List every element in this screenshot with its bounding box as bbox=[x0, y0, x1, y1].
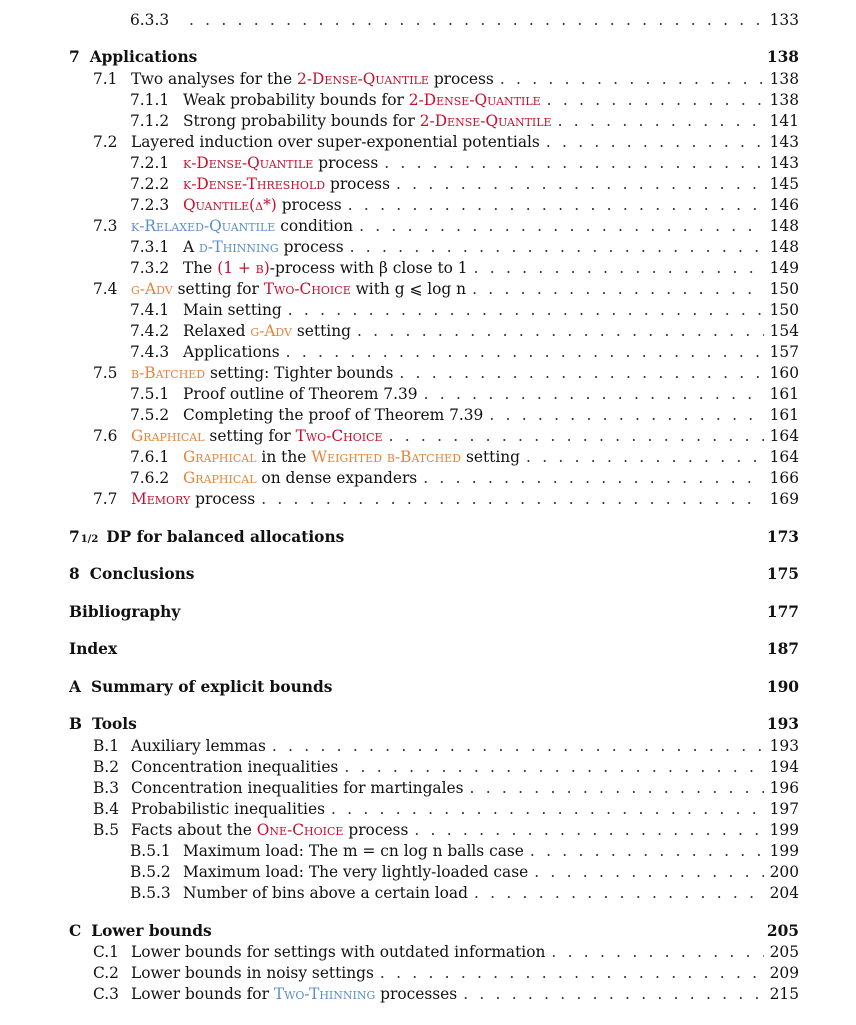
section-number: 7.7 bbox=[93, 490, 118, 508]
dot-leader bbox=[286, 341, 764, 363]
dot-leader bbox=[526, 446, 764, 468]
section-title bbox=[131, 962, 374, 984]
section-number: B.1 bbox=[93, 737, 119, 755]
page-number: 148 bbox=[769, 238, 799, 256]
page-number: 187 bbox=[766, 640, 799, 658]
chapter-number: C bbox=[69, 922, 82, 940]
process-name: Graphical bbox=[131, 427, 205, 445]
section-title-text: Maximum load: The m = cn log n balls case bbox=[183, 842, 524, 860]
section-title-text: Auxiliary lemmas bbox=[131, 737, 266, 755]
section-number: 7.5.2 bbox=[130, 406, 170, 424]
chapter-title: Index bbox=[69, 640, 118, 658]
page-number: 194 bbox=[769, 758, 799, 776]
process-name: d-Thinning bbox=[199, 238, 279, 256]
process-name: b-Batched bbox=[131, 364, 206, 382]
section-title-text: Concentration inequalities for martingales bbox=[131, 779, 464, 797]
section-number: B.5.2 bbox=[130, 863, 171, 881]
section-number: 7.2.3 bbox=[130, 196, 170, 214]
toc-chapter-row[interactable] bbox=[69, 713, 799, 735]
process-name: Quantile(δ*) bbox=[183, 196, 277, 214]
page-number: 190 bbox=[766, 678, 799, 696]
toc-section-row[interactable] bbox=[93, 425, 799, 447]
chapter-title: Tools bbox=[92, 715, 137, 733]
toc-section-row[interactable] bbox=[130, 9, 799, 31]
section-title-text: condition bbox=[275, 217, 354, 235]
toc-section-row[interactable] bbox=[130, 299, 799, 321]
process-name: Two-Choice bbox=[295, 427, 383, 445]
page-number: 133 bbox=[769, 11, 799, 29]
section-number: 7.4.2 bbox=[130, 322, 170, 340]
section-number: 7.2.2 bbox=[130, 175, 170, 193]
section-title bbox=[183, 299, 282, 321]
toc-section-row[interactable] bbox=[93, 278, 799, 300]
section-title-text: Weak probability bounds for bbox=[183, 91, 409, 109]
toc-section-row[interactable] bbox=[130, 257, 799, 279]
dot-leader bbox=[546, 131, 764, 153]
page-number: 200 bbox=[769, 863, 799, 881]
dot-leader bbox=[331, 798, 764, 820]
chapter-number: B bbox=[69, 715, 83, 733]
page-number: 209 bbox=[769, 964, 799, 982]
chapter-title: DP for balanced allocations bbox=[106, 528, 345, 546]
section-title-text: Applications bbox=[183, 343, 280, 361]
section-number: B.4 bbox=[93, 800, 119, 818]
page-number: 143 bbox=[769, 154, 799, 172]
section-title-text: setting for bbox=[172, 280, 264, 298]
dot-leader bbox=[359, 215, 764, 237]
section-number: 7.6.1 bbox=[130, 448, 170, 466]
section-title-text: Main setting bbox=[183, 301, 282, 319]
dot-leader bbox=[348, 194, 764, 216]
chapter-number: A bbox=[69, 678, 81, 696]
dot-leader bbox=[534, 861, 763, 883]
page-number: 196 bbox=[769, 779, 799, 797]
section-title bbox=[131, 798, 325, 820]
toc-section-row[interactable] bbox=[130, 882, 799, 904]
toc-section-row[interactable] bbox=[93, 941, 799, 963]
process-name: Graphical bbox=[183, 469, 257, 487]
toc-section-row[interactable] bbox=[130, 152, 799, 174]
toc-section-row[interactable] bbox=[130, 404, 799, 426]
page-number: 199 bbox=[769, 821, 799, 839]
page-number: 199 bbox=[769, 842, 799, 860]
section-number: B.3 bbox=[93, 779, 119, 797]
toc-chapter-row[interactable] bbox=[69, 638, 799, 660]
section-title-text: Relaxed bbox=[183, 322, 251, 340]
section-number: 7.3.2 bbox=[130, 259, 170, 277]
page-number: 161 bbox=[769, 406, 799, 424]
section-number: 7.5.1 bbox=[130, 385, 170, 403]
section-number: B.5.3 bbox=[130, 884, 171, 902]
toc-section-row[interactable] bbox=[130, 110, 799, 132]
section-title bbox=[131, 215, 353, 237]
toc-chapter-row[interactable]: 7 1/2 DP for balanced allocations 173 bbox=[69, 528, 799, 546]
dot-leader bbox=[189, 9, 764, 31]
page-number: 193 bbox=[769, 737, 799, 755]
section-title bbox=[183, 89, 541, 111]
section-title bbox=[131, 488, 255, 510]
dot-leader bbox=[530, 840, 764, 862]
section-number: 7.3 bbox=[93, 217, 118, 235]
dot-leader bbox=[470, 777, 764, 799]
dot-leader bbox=[288, 299, 764, 321]
section-number: 7.3.1 bbox=[130, 238, 170, 256]
section-title-text: setting bbox=[461, 448, 521, 466]
section-title bbox=[131, 68, 494, 90]
dot-leader bbox=[396, 173, 764, 195]
section-title-text: A bbox=[183, 238, 200, 256]
page-number: 177 bbox=[766, 603, 799, 621]
dot-leader bbox=[380, 962, 764, 984]
section-title-text: Completing the proof of Theorem 7.39 bbox=[183, 406, 484, 424]
toc-section-row[interactable] bbox=[130, 236, 799, 258]
dot-leader bbox=[472, 278, 764, 300]
section-title bbox=[131, 425, 383, 447]
section-number: 7.5 bbox=[93, 364, 118, 382]
toc-section-row[interactable] bbox=[93, 819, 799, 841]
toc-section-row[interactable] bbox=[93, 777, 799, 799]
dot-leader bbox=[558, 110, 764, 132]
section-title bbox=[183, 194, 342, 216]
page-number: 157 bbox=[769, 343, 799, 361]
chapter-title: Applications bbox=[89, 48, 198, 66]
section-title-text: process bbox=[325, 175, 390, 193]
chapter-number: 7 bbox=[69, 528, 80, 546]
process-name: k-Dense-Threshold bbox=[183, 175, 326, 193]
section-title-text: in the bbox=[256, 448, 312, 466]
toc-chapter-row[interactable] bbox=[69, 563, 799, 585]
section-title bbox=[131, 131, 540, 153]
section-title bbox=[131, 983, 457, 1005]
section-title bbox=[183, 236, 344, 258]
chapter-title: Summary of explicit bounds bbox=[90, 678, 333, 696]
section-title-text: Lower bounds for bbox=[131, 985, 274, 1003]
section-title-text: process bbox=[190, 490, 256, 508]
section-number: C.2 bbox=[93, 964, 119, 982]
toc-chapter-row[interactable] bbox=[69, 601, 799, 623]
dot-leader bbox=[261, 488, 763, 510]
section-number: 7.6.2 bbox=[130, 469, 170, 487]
dot-leader bbox=[551, 941, 763, 963]
section-title bbox=[183, 173, 390, 195]
section-title-text: Number of bins above a certain load bbox=[183, 884, 468, 902]
toc-section-row[interactable] bbox=[130, 383, 799, 405]
dot-leader bbox=[500, 68, 764, 90]
section-title bbox=[183, 110, 552, 132]
page-number: 148 bbox=[769, 217, 799, 235]
chapter-number: 8 bbox=[69, 565, 80, 583]
toc-section-row[interactable] bbox=[130, 341, 799, 363]
section-number: 7.4 bbox=[93, 280, 118, 298]
dot-leader bbox=[463, 983, 763, 1005]
toc-section-row[interactable] bbox=[130, 89, 799, 111]
toc-section-row[interactable] bbox=[93, 735, 799, 757]
page-number: 164 bbox=[769, 427, 799, 445]
section-title-text: on dense expanders bbox=[256, 469, 418, 487]
page-number: 146 bbox=[769, 196, 799, 214]
dot-leader bbox=[547, 89, 764, 111]
process-name: 2-Dense-Quantile bbox=[408, 91, 541, 109]
toc-section-row[interactable] bbox=[93, 798, 799, 820]
process-name: Two-Choice bbox=[263, 280, 351, 298]
section-number: 7.4.1 bbox=[130, 301, 170, 319]
section-title bbox=[131, 735, 266, 757]
process-name: Memory bbox=[131, 490, 191, 508]
section-title-text: Concentration inequalities bbox=[131, 758, 339, 776]
section-title bbox=[183, 882, 468, 904]
section-title bbox=[131, 756, 338, 778]
section-title bbox=[131, 777, 464, 799]
toc-section-row[interactable] bbox=[130, 446, 799, 468]
page-number: 161 bbox=[769, 385, 799, 403]
section-title-text: Lower bounds in noisy settings bbox=[131, 964, 374, 982]
section-number: 7.6 bbox=[93, 427, 118, 445]
section-title-text: Layered induction over super-exponential potentials bbox=[131, 133, 540, 151]
section-title-text: process bbox=[313, 154, 379, 172]
page-number: 204 bbox=[769, 884, 799, 902]
toc-section-row[interactable] bbox=[93, 983, 799, 1005]
page-number: 205 bbox=[766, 922, 799, 940]
dot-leader bbox=[350, 236, 764, 258]
page-number: 154 bbox=[769, 322, 799, 340]
process-name: Graphical bbox=[183, 448, 257, 466]
page-number: 169 bbox=[769, 490, 799, 508]
section-title bbox=[131, 278, 466, 300]
toc-section-row[interactable] bbox=[93, 68, 799, 90]
section-title bbox=[183, 840, 524, 862]
process-name: Two-Thinning bbox=[273, 985, 376, 1003]
page-number: 149 bbox=[769, 259, 799, 277]
chapter-title: Conclusions bbox=[89, 565, 195, 583]
toc-chapter-row[interactable] bbox=[69, 46, 799, 68]
section-number: C.1 bbox=[93, 943, 119, 961]
dot-leader bbox=[474, 882, 764, 904]
section-number: 7.4.3 bbox=[130, 343, 170, 361]
process-name: 2-Dense-Quantile bbox=[419, 112, 552, 130]
toc-section-row[interactable] bbox=[93, 488, 799, 510]
section-title-text: process bbox=[428, 70, 494, 88]
section-title-text: Strong probability bounds for bbox=[183, 112, 420, 130]
toc-section-row[interactable] bbox=[130, 861, 799, 883]
section-title bbox=[131, 362, 393, 384]
page-number: 160 bbox=[769, 364, 799, 382]
toc-section-row[interactable] bbox=[130, 173, 799, 195]
section-title-text: setting bbox=[292, 322, 351, 340]
dot-leader bbox=[423, 467, 763, 489]
section-title bbox=[183, 467, 417, 489]
section-number: B.2 bbox=[93, 758, 119, 776]
page-number: 193 bbox=[766, 715, 799, 733]
process-name: k-Relaxed-Quantile bbox=[131, 217, 276, 235]
process-name: g-Adv bbox=[250, 322, 293, 340]
section-title bbox=[131, 941, 545, 963]
page-number: 150 bbox=[769, 301, 799, 319]
section-number: C.3 bbox=[93, 985, 119, 1003]
toc-section-row[interactable] bbox=[93, 962, 799, 984]
page-number: 143 bbox=[769, 133, 799, 151]
chapter-title: Lower bounds bbox=[91, 922, 212, 940]
section-title-text: Proof outline of Theorem 7.39 bbox=[183, 385, 418, 403]
section-title bbox=[183, 152, 378, 174]
section-number: 7.1.2 bbox=[130, 112, 170, 130]
section-number: 7.2.1 bbox=[130, 154, 170, 172]
section-number: 6.3.3 bbox=[130, 11, 170, 29]
toc-section-row[interactable] bbox=[130, 194, 799, 216]
page-number: 164 bbox=[769, 448, 799, 466]
page-number: 141 bbox=[769, 112, 799, 130]
dot-leader bbox=[489, 404, 763, 426]
toc-section-row[interactable] bbox=[130, 840, 799, 862]
section-title-text: process bbox=[278, 238, 344, 256]
section-title-text: Maximum load: The very lightly-loaded case bbox=[183, 863, 529, 881]
section-title bbox=[183, 341, 280, 363]
dot-leader bbox=[357, 320, 764, 342]
section-number: 7.1.1 bbox=[130, 91, 170, 109]
section-title bbox=[183, 446, 520, 468]
chapter-number: 7 bbox=[69, 48, 80, 66]
process-name: One-Choice bbox=[256, 821, 344, 839]
dot-leader bbox=[424, 383, 764, 405]
page-number: 150 bbox=[769, 280, 799, 298]
dot-leader bbox=[414, 819, 763, 841]
section-title-text: with g ⩽ log n bbox=[350, 280, 467, 298]
section-number: B.5.1 bbox=[130, 842, 171, 860]
section-title-text: Lower bounds for settings with outdated information bbox=[131, 943, 546, 961]
page-number: 138 bbox=[769, 70, 799, 88]
section-title-text: Facts about the bbox=[131, 821, 257, 839]
dot-leader bbox=[474, 257, 764, 279]
section-title-text: Two analyses for the bbox=[131, 70, 298, 88]
dot-leader bbox=[384, 152, 763, 174]
page-number: 166 bbox=[769, 469, 799, 487]
page-number: 138 bbox=[766, 48, 799, 66]
section-title bbox=[131, 819, 408, 841]
page-number: 197 bbox=[769, 800, 799, 818]
process-name: 2-Dense-Quantile bbox=[297, 70, 429, 88]
section-title-text: setting: Tighter bounds bbox=[205, 364, 394, 382]
section-title-text: process bbox=[343, 821, 409, 839]
process-name: g-Adv bbox=[131, 280, 173, 298]
page-number: 173 bbox=[766, 528, 799, 546]
section-title-text: setting for bbox=[204, 427, 296, 445]
page-number: 215 bbox=[769, 985, 799, 1003]
section-title-text: Probabilistic inequalities bbox=[131, 800, 325, 818]
toc-chapter-row[interactable] bbox=[69, 676, 799, 698]
section-title-text: -process with β close to 1 bbox=[269, 259, 468, 277]
dot-leader bbox=[344, 756, 763, 778]
toc-chapter-row[interactable] bbox=[69, 920, 799, 942]
toc-section-row[interactable] bbox=[130, 467, 799, 489]
page-number: 145 bbox=[769, 175, 799, 193]
toc-section-row[interactable] bbox=[93, 362, 799, 384]
toc-section-row[interactable] bbox=[93, 131, 799, 153]
toc-section-row[interactable] bbox=[93, 756, 799, 778]
dot-leader bbox=[272, 735, 764, 757]
dot-leader bbox=[399, 362, 763, 384]
section-title bbox=[183, 257, 468, 279]
section-title bbox=[183, 861, 528, 883]
section-title-text: process bbox=[276, 196, 342, 214]
process-name: Weighted b-Batched bbox=[311, 448, 462, 466]
page-number: 138 bbox=[769, 91, 799, 109]
page-number: 175 bbox=[766, 565, 799, 583]
section-title-text: processes bbox=[375, 985, 458, 1003]
section-title bbox=[183, 320, 351, 342]
section-title bbox=[183, 383, 418, 405]
section-title-text: The bbox=[183, 259, 218, 277]
page-number: 205 bbox=[769, 943, 799, 961]
process-name: (1 + β) bbox=[217, 259, 270, 277]
dot-leader bbox=[389, 425, 764, 447]
section-number: 7.1 bbox=[93, 70, 118, 88]
section-title bbox=[183, 404, 483, 426]
chapter-title: Bibliography bbox=[69, 603, 181, 621]
toc-section-row[interactable] bbox=[93, 215, 799, 237]
toc-section-row[interactable] bbox=[130, 320, 799, 342]
section-number: 7.2 bbox=[93, 133, 118, 151]
process-name: k-Dense-Quantile bbox=[183, 154, 314, 172]
section-number: B.5 bbox=[93, 821, 119, 839]
